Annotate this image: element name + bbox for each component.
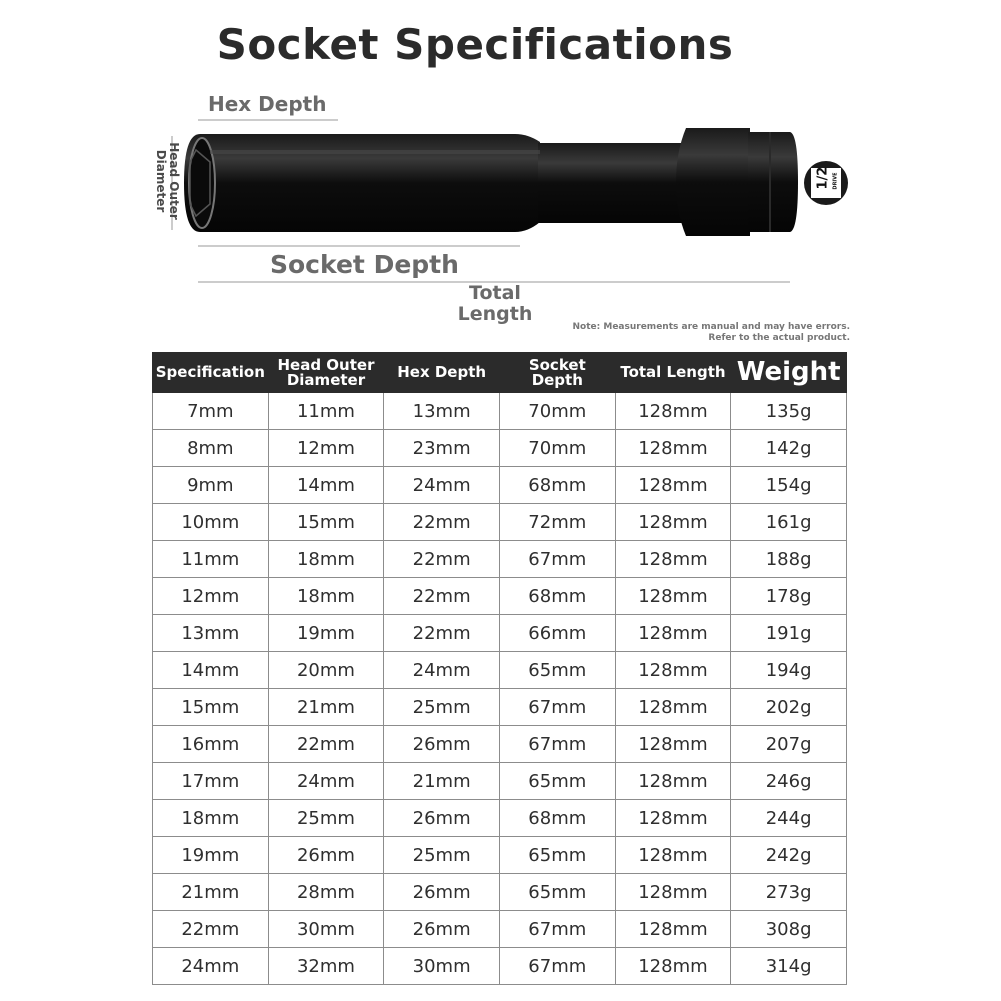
- header-hex-depth: Hex Depth: [384, 353, 500, 393]
- table-row: [153, 393, 847, 430]
- header-specification: Specification: [153, 353, 269, 393]
- cell-socket-depth: 70mm: [499, 430, 615, 467]
- cell-hex-depth: 26mm: [384, 800, 500, 837]
- cell-head-outer-diameter: 14mm: [268, 467, 384, 504]
- cell-weight: 135g: [731, 393, 847, 430]
- drive-badge-sub: DRIVE: [832, 172, 839, 190]
- table-row: [153, 541, 847, 578]
- header-total-length: Total Length: [615, 353, 731, 393]
- cell-head-outer-diameter: 20mm: [268, 652, 384, 689]
- cell-hex-depth: 25mm: [384, 689, 500, 726]
- cell-head-outer-diameter: 18mm: [268, 578, 384, 615]
- table-row: [153, 504, 847, 541]
- cell-head-outer-diameter: 22mm: [268, 726, 384, 763]
- cell-weight: 246g: [731, 763, 847, 800]
- cell-socket-depth: 65mm: [499, 837, 615, 874]
- cell-head-outer-diameter: 28mm: [268, 874, 384, 911]
- cell-total-length: 128mm: [615, 726, 731, 763]
- cell-specification: 19mm: [153, 837, 269, 874]
- table-row: [153, 948, 847, 985]
- specifications-table: [152, 352, 847, 985]
- cell-total-length: 128mm: [615, 874, 731, 911]
- cell-total-length: 128mm: [615, 504, 731, 541]
- cell-weight: 154g: [731, 467, 847, 504]
- cell-total-length: 128mm: [615, 911, 731, 948]
- cell-hex-depth: 22mm: [384, 541, 500, 578]
- cell-specification: 16mm: [153, 726, 269, 763]
- cell-socket-depth: 68mm: [499, 800, 615, 837]
- table-row: [153, 800, 847, 837]
- cell-specification: 18mm: [153, 800, 269, 837]
- table-row: [153, 726, 847, 763]
- page-title: Socket Specifications: [216, 20, 734, 69]
- cell-total-length: 128mm: [615, 652, 731, 689]
- cell-socket-depth: 67mm: [499, 689, 615, 726]
- table-header-row: [153, 353, 847, 393]
- cell-specification: 9mm: [153, 467, 269, 504]
- cell-socket-depth: 65mm: [499, 652, 615, 689]
- table-row: [153, 467, 847, 504]
- cell-weight: 314g: [731, 948, 847, 985]
- cell-socket-depth: 70mm: [499, 393, 615, 430]
- cell-specification: 7mm: [153, 393, 269, 430]
- cell-total-length: 128mm: [615, 393, 731, 430]
- cell-hex-depth: 26mm: [384, 726, 500, 763]
- cell-specification: 8mm: [153, 430, 269, 467]
- cell-weight: 242g: [731, 837, 847, 874]
- socket-head: [184, 134, 540, 232]
- cell-socket-depth: 65mm: [499, 763, 615, 800]
- cell-head-outer-diameter: 19mm: [268, 615, 384, 652]
- cell-head-outer-diameter: 15mm: [268, 504, 384, 541]
- cell-specification: 13mm: [153, 615, 269, 652]
- hex-depth-label: Hex Depth: [208, 92, 327, 116]
- cell-weight: 142g: [731, 430, 847, 467]
- note-line-1: Note: Measurements are manual and may have errors.: [572, 322, 850, 332]
- cell-hex-depth: 13mm: [384, 393, 500, 430]
- cell-socket-depth: 67mm: [499, 948, 615, 985]
- cell-total-length: 128mm: [615, 541, 731, 578]
- table-row: [153, 615, 847, 652]
- cell-hex-depth: 30mm: [384, 948, 500, 985]
- socket-collar: [676, 128, 750, 236]
- cell-weight: 178g: [731, 578, 847, 615]
- table-row: [153, 874, 847, 911]
- cell-total-length: 128mm: [615, 689, 731, 726]
- cell-hex-depth: 22mm: [384, 504, 500, 541]
- cell-head-outer-diameter: 26mm: [268, 837, 384, 874]
- head-outer-diameter-label: Head Outer Diameter: [154, 142, 181, 220]
- table-row: [153, 837, 847, 874]
- cell-hex-depth: 21mm: [384, 763, 500, 800]
- cell-head-outer-diameter: 25mm: [268, 800, 384, 837]
- table-row: [153, 578, 847, 615]
- cell-head-outer-diameter: 12mm: [268, 430, 384, 467]
- header-weight: Weight: [731, 353, 847, 393]
- cell-total-length: 128mm: [615, 948, 731, 985]
- cell-total-length: 128mm: [615, 800, 731, 837]
- cell-total-length: 128mm: [615, 578, 731, 615]
- cell-weight: 244g: [731, 800, 847, 837]
- cell-socket-depth: 67mm: [499, 726, 615, 763]
- cell-weight: 191g: [731, 615, 847, 652]
- table-row: [153, 430, 847, 467]
- cell-hex-depth: 24mm: [384, 467, 500, 504]
- table-body: [153, 393, 847, 985]
- measurement-note: [560, 322, 850, 344]
- cell-hex-depth: 26mm: [384, 874, 500, 911]
- cell-socket-depth: 68mm: [499, 467, 615, 504]
- cell-hex-depth: 22mm: [384, 615, 500, 652]
- total-length-label: Total Length: [457, 282, 533, 325]
- cell-specification: 12mm: [153, 578, 269, 615]
- cell-head-outer-diameter: 21mm: [268, 689, 384, 726]
- cell-head-outer-diameter: 24mm: [268, 763, 384, 800]
- cell-weight: 202g: [731, 689, 847, 726]
- cell-weight: 207g: [731, 726, 847, 763]
- cell-specification: 24mm: [153, 948, 269, 985]
- cell-total-length: 128mm: [615, 467, 731, 504]
- cell-total-length: 128mm: [615, 430, 731, 467]
- note-line-2: Refer to the actual product.: [708, 333, 850, 343]
- socket-depth-label: Socket Depth: [270, 250, 459, 279]
- cell-head-outer-diameter: 30mm: [268, 911, 384, 948]
- cell-specification: 22mm: [153, 911, 269, 948]
- table-row: [153, 652, 847, 689]
- cell-specification: 21mm: [153, 874, 269, 911]
- cell-head-outer-diameter: 32mm: [268, 948, 384, 985]
- cell-weight: 161g: [731, 504, 847, 541]
- cell-socket-depth: 67mm: [499, 541, 615, 578]
- cell-hex-depth: 23mm: [384, 430, 500, 467]
- table-row: [153, 911, 847, 948]
- cell-weight: 188g: [731, 541, 847, 578]
- cell-specification: 15mm: [153, 689, 269, 726]
- cell-weight: 273g: [731, 874, 847, 911]
- socket-drive-end: [748, 132, 798, 232]
- cell-hex-depth: 25mm: [384, 837, 500, 874]
- cell-socket-depth: 67mm: [499, 911, 615, 948]
- cell-socket-depth: 68mm: [499, 578, 615, 615]
- cell-socket-depth: 65mm: [499, 874, 615, 911]
- socket-neck: [538, 143, 688, 223]
- cell-specification: 14mm: [153, 652, 269, 689]
- drive-badge-label: 1/2: [815, 166, 831, 190]
- cell-weight: 308g: [731, 911, 847, 948]
- table-row: [153, 763, 847, 800]
- cell-specification: 10mm: [153, 504, 269, 541]
- cell-specification: 17mm: [153, 763, 269, 800]
- cell-hex-depth: 22mm: [384, 578, 500, 615]
- cell-weight: 194g: [731, 652, 847, 689]
- cell-total-length: 128mm: [615, 837, 731, 874]
- cell-specification: 11mm: [153, 541, 269, 578]
- table-row: [153, 689, 847, 726]
- cell-total-length: 128mm: [615, 615, 731, 652]
- header-socket-depth: Socket Depth: [499, 353, 615, 393]
- header-head-outer-diameter: Head Outer Diameter: [268, 353, 384, 393]
- cell-socket-depth: 72mm: [499, 504, 615, 541]
- cell-head-outer-diameter: 18mm: [268, 541, 384, 578]
- cell-hex-depth: 24mm: [384, 652, 500, 689]
- cell-head-outer-diameter: 11mm: [268, 393, 384, 430]
- cell-hex-depth: 26mm: [384, 911, 500, 948]
- cell-total-length: 128mm: [615, 763, 731, 800]
- cell-socket-depth: 66mm: [499, 615, 615, 652]
